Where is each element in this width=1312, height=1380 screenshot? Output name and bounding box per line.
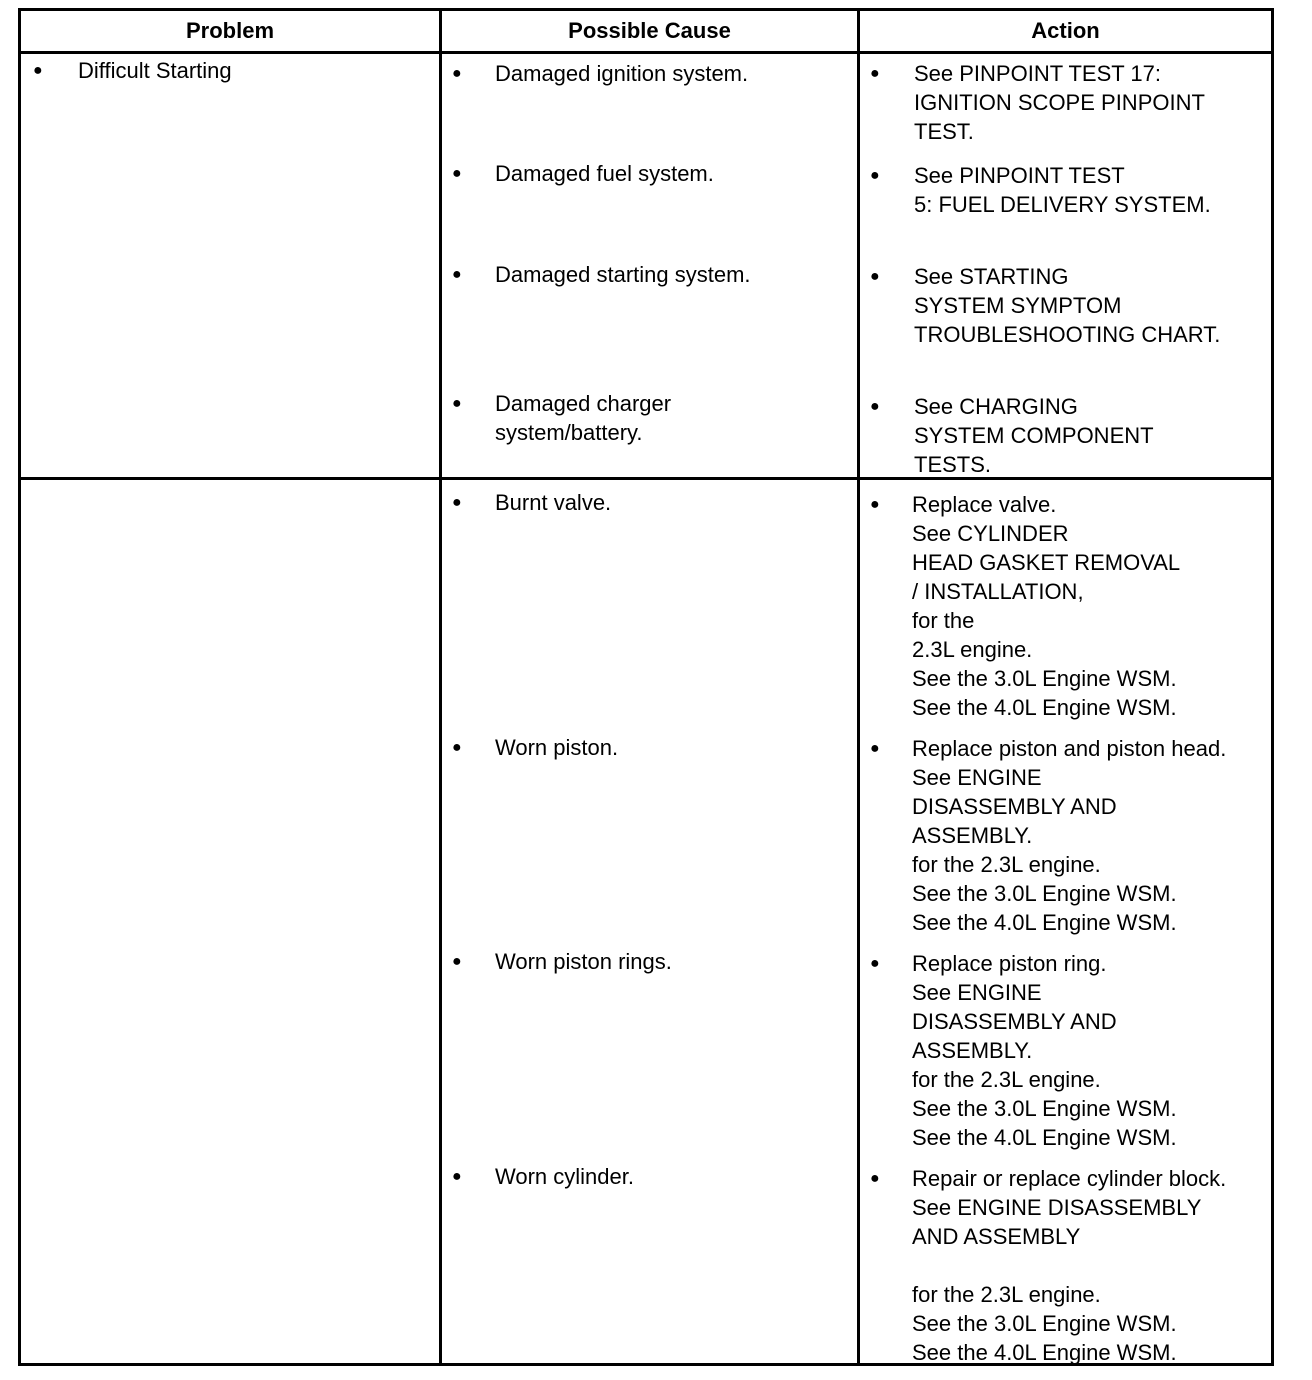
troubleshooting-table bbox=[18, 8, 1274, 1366]
cause-text: Damaged charger system/battery. bbox=[495, 391, 672, 445]
cause-text: Worn piston. bbox=[495, 735, 619, 760]
bullet-icon: ● bbox=[870, 1170, 880, 1187]
header-action: Action bbox=[1031, 18, 1100, 43]
action-text: Repair or replace cylinder block. See ENGINE DISASSEMBLY AND ASSEMBLY for the 2.3L engine. See the 3.0L Engine WSM. See the 4.0L Engine WSM. bbox=[912, 1166, 1227, 1365]
bullet-icon: ● bbox=[452, 65, 462, 82]
bullet-icon: ● bbox=[452, 953, 462, 970]
action-text: See STARTING SYSTEM SYMPTOM TROUBLESHOOTING CHART. bbox=[914, 264, 1221, 347]
bullet-icon: ● bbox=[870, 398, 880, 415]
column-divider bbox=[439, 11, 442, 1363]
cause-text: Damaged starting system. bbox=[495, 262, 751, 287]
cause-text: Worn cylinder. bbox=[495, 1164, 634, 1189]
bullet-icon: ● bbox=[870, 65, 880, 82]
header-possible-cause: Possible Cause bbox=[568, 18, 731, 43]
bullet-icon: ● bbox=[452, 395, 462, 412]
cause-text: Damaged fuel system. bbox=[495, 161, 714, 186]
cause-text: Worn piston rings. bbox=[495, 949, 672, 974]
column-divider bbox=[857, 11, 860, 1363]
cause-text: Burnt valve. bbox=[495, 490, 612, 515]
bullet-icon: ● bbox=[452, 165, 462, 182]
bullet-icon: ● bbox=[452, 1168, 462, 1185]
cause-text: Damaged ignition system. bbox=[495, 61, 749, 86]
action-text: See PINPOINT TEST 5: FUEL DELIVERY SYSTEM. bbox=[914, 163, 1211, 217]
action-text: Replace piston ring. See ENGINE DISASSEMBLY AND ASSEMBLY. for the 2.3L engine. See the 3.0L Engine WSM. See the 4.0L Engine WSM. bbox=[912, 951, 1177, 1150]
bullet-icon: ● bbox=[870, 268, 880, 285]
problem-label: Difficult Starting bbox=[78, 58, 232, 83]
action-text: Replace valve. See CYLINDER HEAD GASKET REMOVAL / INSTALLATION, for the 2.3L engine. See the 3.0L Engine WSM. See the 4.0L Engine WSM. bbox=[912, 492, 1181, 720]
header-problem: Problem bbox=[185, 18, 275, 43]
bullet-icon: ● bbox=[452, 739, 462, 756]
bullet-icon: ● bbox=[452, 266, 462, 283]
header-divider bbox=[21, 51, 1271, 54]
action-text: See PINPOINT TEST 17: IGNITION SCOPE PINPOINT TEST. bbox=[914, 61, 1205, 144]
bullet-icon: ● bbox=[870, 496, 880, 513]
bullet-icon: ● bbox=[870, 955, 880, 972]
bullet-icon: ● bbox=[870, 740, 880, 757]
bullet-icon: ● bbox=[870, 167, 880, 184]
bullet-icon: ● bbox=[452, 494, 462, 511]
action-text: See CHARGING SYSTEM COMPONENT TESTS. bbox=[914, 394, 1154, 477]
action-text: Replace piston and piston head. See ENGINE DISASSEMBLY AND ASSEMBLY. for the 2.3L engine. See the 3.0L Engine WSM. See the 4.0L Engine WSM. bbox=[912, 736, 1227, 935]
bullet-icon: ● bbox=[33, 62, 43, 79]
